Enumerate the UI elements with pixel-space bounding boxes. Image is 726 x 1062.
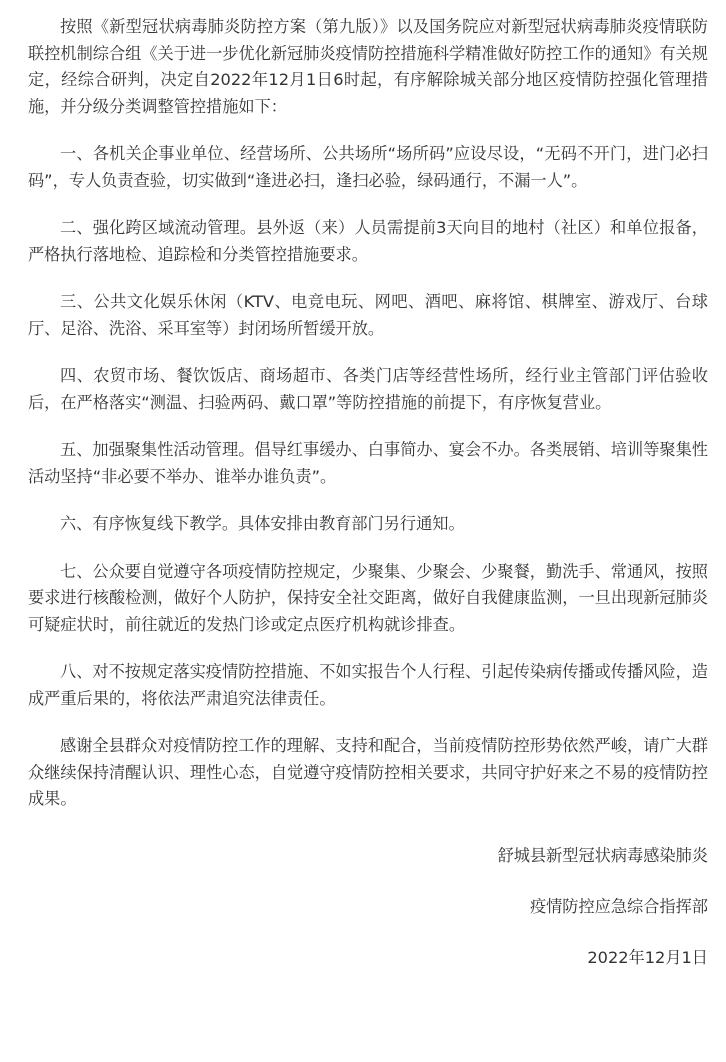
intro-paragraph: 按照《新型冠状病毒肺炎防控方案（第九版）》以及国务院应对新型冠状病毒肺炎疫情联防联控机制综合组《关于进一步优化新冠肺炎疫情防控措施科学精准做好防控工作的通知》有关规定，经综合研判，决定自2022年12月1日6时起，有序解除城关部分地区疫情防控强化管理措施，并分级分类调整管控措施如下： xyxy=(28,17,708,116)
item-8-paragraph: 八、对不按规定落实疫情防控措施、不如实报告个人行程、引起传染病传播或传播风险，造成严重后果的，将依法严肃追究法律责任。 xyxy=(28,662,708,708)
signature-date: 2022年12月1日 xyxy=(587,947,708,967)
item-2-paragraph: 二、强化跨区域流动管理。县外返（来）人员需提前3天向目的地村（社区）和单位报备，严格执行落地检、追踪检和分类管控措施要求。 xyxy=(28,218,708,264)
item-7-paragraph: 七、公众要自觉遵守各项疫情防控规定，少聚集、少聚会、少聚餐，勤洗手、常通风，按照要求进行核酸检测，做好个人防护，保持安全社交距离，做好自我健康监测，一旦出现新冠肺炎可疑症状时，前往就近的发热门诊或定点医疗机构就诊排查。 xyxy=(28,561,708,634)
signature-org-line2: 疫情防控应急综合指挥部 xyxy=(529,897,708,916)
item-5-paragraph: 五、加强聚集性活动管理。倡导红事缓办、白事简办、宴会不办。各类展销、培训等聚集性活动坚持“非必要不举办、谁举办谁负责”。 xyxy=(28,440,708,486)
item-3-paragraph: 三、公共文化娱乐休闲（KTV、电竞电玩、网吧、酒吧、麻将馆、棋牌室、游戏厅、台球厅、足浴、洗浴、采耳室等）封闭场所暂缓开放。 xyxy=(28,292,708,338)
item-6-paragraph: 六、有序恢复线下教学。具体安排由教育部门另行通知。 xyxy=(60,514,465,533)
closing-paragraph: 感谢全县群众对疫情防控工作的理解、支持和配合，当前疫情防控形势依然严峻，请广大群众继续保持清醒认识、理性心态，自觉遵守疫情防控相关要求，共同守护好来之不易的疫情防控成果。 xyxy=(28,736,708,808)
signature-org-line1: 舒城县新型冠状病毒感染肺炎 xyxy=(497,845,708,865)
item-1-paragraph: 一、各机关企事业单位、经营场所、公共场所“场所码”应设尽设，“无码不开门，进门必扫码”，专人负责查验，切实做到“逢进必扫，逢扫必验，绿码通行，不漏一人”。 xyxy=(28,144,708,190)
item-4-paragraph: 四、农贸市场、餐饮饭店、商场超市、各类门店等经营性场所，经行业主管部门评估验收后，在严格落实“测温、扫验两码、戴口罩”等防控措施的前提下，有序恢复营业。 xyxy=(28,366,708,412)
